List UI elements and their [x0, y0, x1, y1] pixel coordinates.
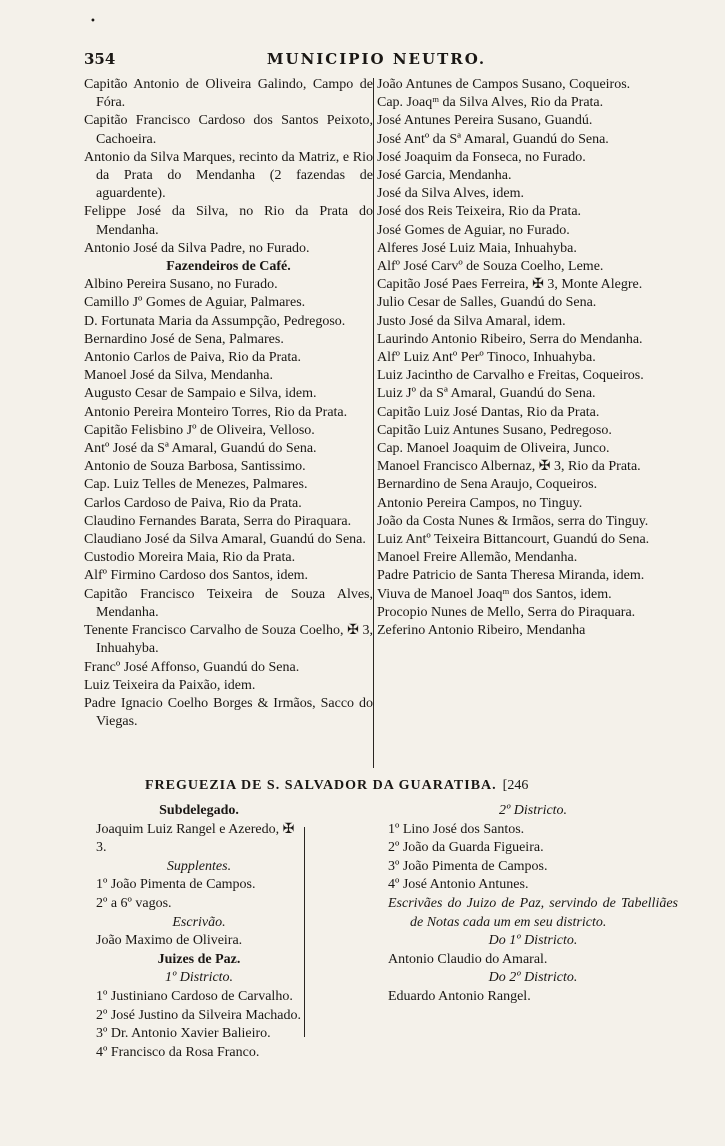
listing-entry: Capitão Antonio de Oliveira Galindo, Campo de Fóra.: [84, 77, 373, 111]
listing-entry: Alfº José Carvº de Souza Coelho, Leme.: [377, 259, 604, 275]
listing-entry: Manoel Freire Allemão, Mendanha.: [377, 550, 578, 566]
juiz-item: 1º Justiniano Cardoso de Carvalho.: [96, 988, 293, 1004]
listing-entry: Padre Patricio de Santa Theresa Miranda, idem.: [377, 568, 645, 584]
section-subhead: Fazendeiros de Café.: [166, 259, 291, 275]
listing-entry: João da Costa Nunes & Irmãos, serra do Tinguy.: [377, 513, 649, 529]
page-number: 354: [84, 50, 116, 68]
escrivao-name: João Maximo de Oliveira.: [96, 933, 243, 949]
listing-entry: Luiz Antº Teixeira Bittancourt, Guandú do Sena.: [377, 532, 650, 548]
listing-entry: Luiz Teixeira da Paixão, idem.: [84, 677, 256, 693]
listing-entry: José Antº da Sª Amaral, Guandú do Sena.: [377, 131, 609, 147]
listing-entry: Claudiano José da Silva Amaral, Guandú do Sena.: [84, 532, 366, 548]
listing-entry: Bernardino de Sena Araujo, Coqueiros.: [377, 477, 598, 493]
listing-entry: Manoel José da Silva, Mendanha.: [84, 368, 273, 384]
listing-entry: Antonio José da Silva Padre, no Furado.: [84, 240, 310, 256]
listing-entry: Antº José da Sª Amaral, Guandú do Sena.: [84, 441, 317, 457]
column-divider: [373, 78, 374, 768]
district-1-heading: 1º Districto.: [164, 970, 234, 986]
listing-entry: José da Silva Alves, idem.: [377, 186, 524, 202]
listing-entry: Luiz Jº da Sª Amaral, Guandú do Sena.: [377, 386, 596, 402]
listing-entry: Antonio da Silva Marques, recinto da Matriz, e Rio da Prata do Mendanha (2 fazendas de aguardente).: [84, 149, 373, 202]
listing-entry: José Antunes Pereira Susano, Guandú.: [377, 113, 593, 129]
listing-entry: Zeferino Antonio Ribeiro, Mendanha: [377, 623, 586, 639]
juiz-item: 4º José Antonio Antunes.: [388, 877, 529, 893]
listing-entry: Capitão Francisco Teixeira de Souza Alves, Mendanha.: [84, 586, 373, 620]
listing-entry: José Joaquim da Fonseca, no Furado.: [377, 149, 586, 165]
listing-entry: Tenente Francisco Carvalho de Souza Coelho, ✠ 3, Inhuahyba.: [84, 623, 373, 657]
listing-entry: Justo José da Silva Amaral, idem.: [377, 313, 566, 329]
listing-entry: Manoel Francisco Albernaz, ✠ 3, Rio da Prata.: [377, 459, 641, 475]
subdelegado-name: Joaquim Luiz Rangel e Azeredo, ✠ 3.: [96, 821, 295, 856]
listing-entry: Alferes José Luiz Maia, Inhuahyba.: [377, 240, 577, 256]
listing-entry: Capitão Luiz Antunes Susano, Pedregoso.: [377, 422, 612, 438]
listing-entry: Procopio Nunes de Mello, Serra do Piraquara.: [377, 604, 636, 620]
listing-entry: Alfº Firmino Cardoso dos Santos, idem.: [84, 568, 309, 584]
section-title-text: FREGUEZIA DE S. SALVADOR DA GUARATIBA.: [145, 778, 497, 793]
section-ref: [246: [502, 778, 529, 793]
listing-entry: Capitão José Paes Ferreira, ✠ 3, Monte Alegre.: [377, 277, 643, 293]
listing-entry: Albino Pereira Susano, no Furado.: [84, 277, 278, 293]
supplente-item: 1º João Pimenta de Campos.: [96, 877, 256, 893]
supplentes-heading: Supplentes.: [166, 858, 232, 874]
section-title: [145, 778, 685, 794]
right-column: [377, 76, 671, 640]
listing-entry: João Antunes de Campos Susano, Coqueiros.: [377, 77, 631, 92]
supplente-item: 2º a 6º vagos.: [96, 895, 172, 911]
district-2-escrivao-name: Eduardo Antonio Rangel.: [388, 988, 531, 1004]
print-speck-icon: •: [90, 16, 96, 27]
juiz-item: 3º João Pimenta de Campos.: [388, 858, 548, 874]
juiz-item: 1º Lino José dos Santos.: [388, 821, 525, 837]
listing-entry: Padre Ignacio Coelho Borges & Irmãos, Sacco do Viegas.: [84, 695, 373, 730]
juizes-heading: Juizes de Paz.: [157, 951, 241, 967]
listing-entry: Antonio Carlos de Paiva, Rio da Prata.: [84, 350, 301, 366]
district-1-escrivao-heading: Do 1º Districto.: [488, 933, 578, 949]
escrivaes-note: Escrivães do Juizo de Paz, servindo de Tabelliães de Notas cada um em seu districto.: [388, 895, 678, 930]
listing-entry: Custodio Moreira Maia, Rio da Prata.: [84, 550, 296, 566]
listing-entry: Antonio Pereira Campos, no Tinguy.: [377, 495, 583, 511]
listing-entry: Cap. Manoel Joaquim de Oliveira, Junco.: [377, 441, 610, 457]
subdelegado-heading: Subdelegado.: [159, 803, 239, 818]
juiz-item: 4º Francisco da Rosa Franco.: [96, 1044, 260, 1060]
escrivao-heading: Escrivão.: [172, 914, 226, 930]
listing-entry: Capitão Francisco Cardoso dos Santos Peixoto, Cachoeira.: [84, 113, 373, 147]
lower-column-divider: [304, 827, 305, 1037]
listing-entry: Francº José Affonso, Guandú do Sena.: [84, 659, 300, 675]
juiz-item: 2º João da Guarda Figueira.: [388, 840, 544, 856]
district-2-escrivao-heading: Do 2º Districto.: [488, 970, 578, 986]
listing-entry: Cap. Joaqᵐ da Silva Alves, Rio da Prata.: [377, 95, 604, 111]
running-title: MUNICIPIO NEUTRO.: [266, 50, 487, 68]
listing-entry: Augusto Cesar de Sampaio e Silva, idem.: [84, 386, 317, 402]
listing-entry: Alfº Luiz Antº Perº Tinoco, Inhuahyba.: [377, 350, 596, 366]
juiz-item: 3º Dr. Antonio Xavier Balieiro.: [96, 1026, 271, 1042]
listing-entry: Carlos Cardoso de Paiva, Rio da Prata.: [84, 495, 302, 511]
district-2-heading: 2º Districto.: [498, 803, 568, 818]
lower-right-column: [388, 802, 678, 1007]
listing-entry: Viuva de Manoel Joaqᵐ dos Santos, idem.: [377, 586, 612, 602]
listing-entry: Antonio de Souza Barbosa, Santissimo.: [84, 459, 306, 475]
juiz-item: 2º José Justino da Silveira Machado.: [96, 1007, 301, 1023]
listing-entry: Bernardino José de Sena, Palmares.: [84, 331, 284, 347]
listing-entry: Cap. Luiz Telles de Menezes, Palmares.: [84, 477, 308, 493]
listing-entry: Camillo Jº Gomes de Aguiar, Palmares.: [84, 295, 306, 311]
listing-entry: Luiz Jacintho de Carvalho e Freitas, Coqueiros.: [377, 368, 644, 384]
listing-entry: Laurindo Antonio Ribeiro, Serra do Mendanha.: [377, 331, 643, 347]
listing-entry: Claudino Fernandes Barata, Serra do Piraquara.: [84, 513, 352, 529]
two-column-listing: [84, 76, 674, 770]
left-column: [84, 76, 373, 731]
listing-entry: Capitão Luiz José Dantas, Rio da Prata.: [377, 404, 600, 420]
listing-entry: Capitão Felisbino Jº de Oliveira, Velloso.: [84, 422, 315, 438]
listing-entry: José dos Reis Teixeira, Rio da Prata.: [377, 204, 582, 220]
listing-entry: Julio Cesar de Salles, Guandú do Sena.: [377, 295, 597, 311]
page-header: [84, 50, 669, 72]
listing-entry: José Garcia, Mendanha.: [377, 168, 512, 184]
listing-entry: D. Fortunata Maria da Assumpção, Pedregoso.: [84, 313, 346, 329]
lower-left-column: [96, 802, 302, 1062]
listing-entry: Antonio Pereira Monteiro Torres, Rio da Prata.: [84, 404, 348, 420]
district-1-escrivao-name: Antonio Claudio do Amaral.: [388, 951, 548, 967]
listing-entry: José Gomes de Aguiar, no Furado.: [377, 222, 570, 238]
listing-entry: Felippe José da Silva, no Rio da Prata do Mendanha.: [84, 204, 373, 238]
